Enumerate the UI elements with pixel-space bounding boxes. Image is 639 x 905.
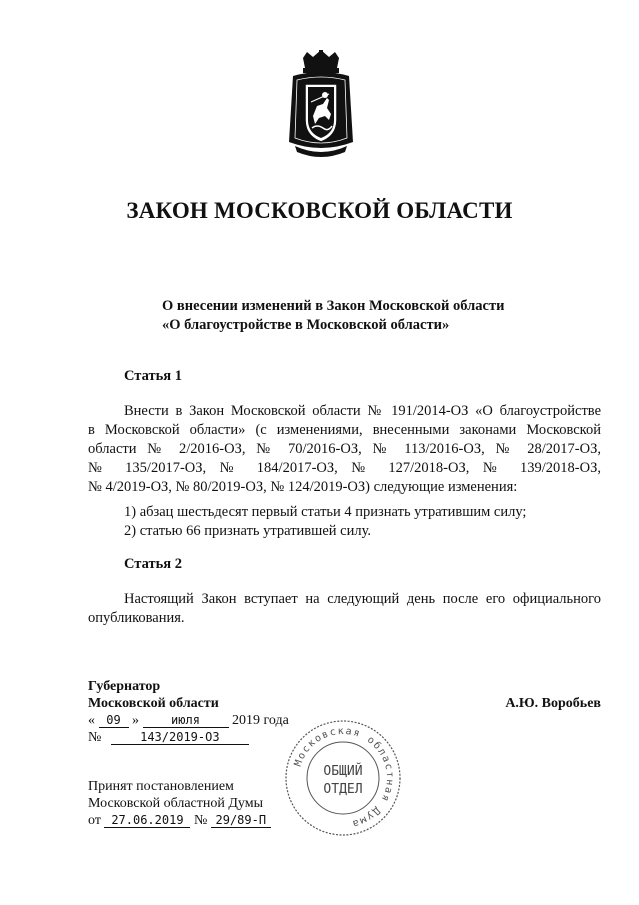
article-1-heading: Статья 1 — [124, 368, 182, 384]
article-1-line-5: № 4/2019-ОЗ, № 80/2019-ОЗ, № 124/2019-ОЗ) следующие изменения: — [88, 479, 518, 495]
stamp-line-1: ОБЩИЙ — [323, 764, 363, 779]
signature-year: 2019 года — [232, 713, 289, 728]
law-subtitle — [162, 297, 504, 335]
list-item: 2) статью 66 признать утратившей силу. — [124, 523, 371, 539]
adoption-line-2: Московской областной Думы — [88, 796, 263, 811]
article-1-line-3: области № 2/2016-ОЗ, № 70/2016-ОЗ, № 113/2016-ОЗ, № 28/2017-ОЗ, — [88, 441, 601, 457]
law-number: 143/2019-ОЗ — [111, 730, 249, 745]
article-1-line-1: Внести в Закон Московской области № 191/2014-ОЗ «О благоустройстве — [124, 403, 601, 419]
signature-month: июля — [143, 713, 229, 728]
adoption-date: 27.06.2019 — [104, 813, 190, 828]
article-2-line-2: опубликования. — [88, 610, 185, 626]
governor-region: Московской области — [88, 696, 219, 711]
document-title: ЗАКОН МОСКОВСКОЙ ОБЛАСТИ — [126, 198, 513, 223]
article-2-text — [88, 590, 601, 628]
adoption-block — [88, 778, 271, 829]
signature-number: № 143/2019-ОЗ — [88, 729, 289, 746]
article-1-items — [124, 503, 526, 541]
stamp-line-2: ОТДЕЛ — [323, 782, 363, 797]
article-2-line-1: Настоящий Закон вступает на следующий день после его официального — [124, 591, 601, 607]
adoption-number: 29/89-П — [211, 813, 271, 828]
signature-block — [88, 678, 289, 746]
subtitle-line-2: «О благоустройстве в Московской области» — [162, 317, 450, 333]
signature-date: « 09 » июля 2019 года — [88, 713, 289, 728]
governor-name: А.Ю. Воробьев — [505, 696, 601, 711]
subtitle-line-1: О внесении изменений в Закон Московской области — [162, 298, 505, 314]
general-department-stamp — [283, 718, 403, 838]
article-1-line-4: № 135/2017-ОЗ, № 184/2017-ОЗ, № 127/2018-ОЗ, № 139/2018-ОЗ, — [88, 460, 601, 476]
article-1-line-2: в Московской области» (с изменениями, внесенными законами Московской — [88, 422, 601, 438]
article-2-heading: Статья 2 — [124, 556, 182, 572]
governor-title: Губернатор — [88, 679, 161, 694]
list-item: 1) абзац шестьдесят первый статьи 4 признать утратившим силу; — [124, 504, 527, 520]
stamp-ring-text: Московская областная Дума — [292, 725, 396, 830]
article-1-text — [88, 402, 601, 497]
signature-day: 09 — [99, 713, 129, 728]
adoption-line-1: Принят постановлением — [88, 779, 234, 794]
coat-of-arms-icon — [283, 50, 359, 160]
adoption-resolution: от 27.06.2019 № 29/89-П — [88, 812, 271, 829]
